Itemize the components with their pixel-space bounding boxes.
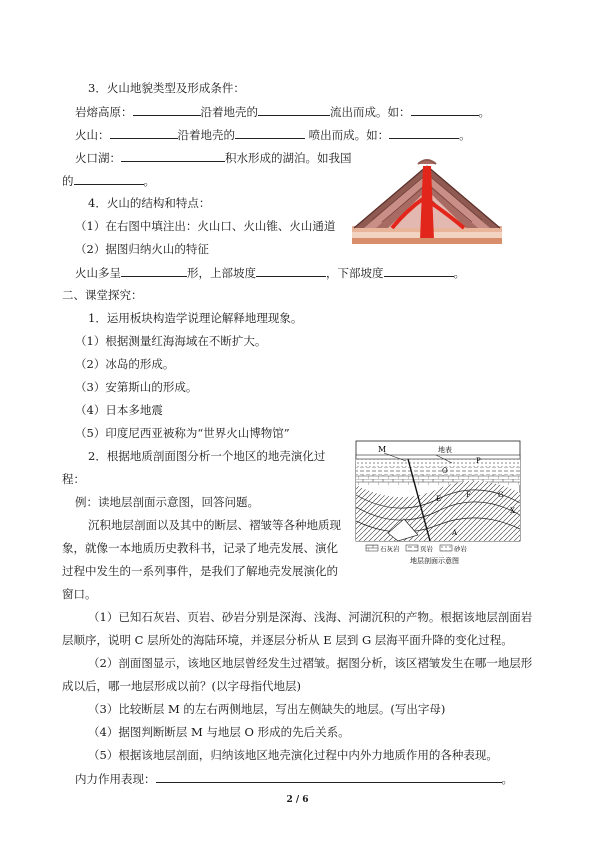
figure-label: P [476,457,481,465]
blank[interactable] [384,265,454,277]
figure-label: M [378,445,387,454]
figure-label: O [442,467,448,475]
crater-lake-label: 火口湖： [75,151,121,165]
q2-sub1: （1）已知石灰岩、页岩、砂岩分别是深海、浅海、河湖沉积的产物。根据该地层剖面岩 [88,610,533,624]
volcano-cross-section-figure [352,158,502,244]
q1-item: （4）日本多地震 [75,403,163,417]
inner-force-line [75,771,513,786]
q2-title: 2．根据地质剖面图分析一个地区的地壳演化过 [88,449,326,463]
blank[interactable] [74,173,144,185]
section4-item2: （2）据图归纳火山的特征 [75,242,209,256]
q1-item: （5）印度尼西亚被称为“世界火山博物馆” [75,426,290,440]
q2-paragraph-line: 窗口。 [62,587,97,601]
volcano-line [75,127,471,142]
inner-force-text: 。 [501,772,513,786]
blank[interactable] [411,104,479,116]
q2-title-cont: 程： [62,472,85,486]
plateau-text: 流出而成。如： [330,105,411,119]
blank[interactable] [110,127,178,139]
q2-sub5: （5）根据该地层剖面，归纳该地区地壳演化过程中内外力地质作用的各种表现。 [88,748,498,762]
q2-sub3: （3）比较断层 M 的左右两侧地层，写出左侧缺失的地层。(写出字母) [88,702,446,716]
blank[interactable] [156,771,502,783]
legend-limestone: 石灰岩 [380,545,400,553]
part2-title: 二、课堂探究： [62,288,143,302]
inner-force-label: 内力作用表现： [75,772,156,786]
plateau-label: 岩熔高原： [75,105,133,119]
figure-label: 地表 [438,446,452,454]
blank[interactable] [256,265,326,277]
crater-lake-text: 。 [143,174,155,188]
figure-label: E [436,495,442,503]
blank[interactable] [121,150,225,162]
figure-label: G [498,491,504,499]
q2-example: 例：读地层剖面示意图，回答问题。 [75,495,259,509]
section4-title: 4．火山的结构和特点： [88,196,211,210]
q2-sub2-cont: 成以后，哪一地层形成以前？(以字母指代地层) [62,679,301,693]
shape-text: ，下部坡度 [326,266,384,280]
legend-shale: 页岩 [420,545,433,553]
q2-sub4: （4）据图判断断层 M 与地层 O 形成的先后关系。 [88,725,350,739]
volcano-text: 喷出而成。如： [305,128,390,142]
plateau-text: 沿着地壳的 [200,105,258,119]
q1-item: （2）冰岛的形成。 [75,357,175,371]
volcano-label: 火山： [75,128,110,142]
crater-lake-line [75,150,352,165]
volcano-text: 沿着地壳的 [177,128,235,142]
q2-sub2: （2）剖面图显示，该地区地层曾经发生过褶皱。据图分析，该区褶皱发生在哪一地层形 [88,656,533,670]
q1-title: 1．运用板块构造学说理论解释地理现象。 [88,311,303,325]
shape-text: 火山多呈 [75,266,121,280]
blank[interactable] [235,127,305,139]
page-number: 2 / 6 [286,795,309,805]
q2-sub1-cont: 层顺序，说明 C 层所处的海陆环境，并逐层分析从 E 层到 G 层海平面升降的变化过程。 [62,633,513,647]
section4-item1: （1）在右图中填注出：火山口、火山锥、火山通道 [75,219,336,233]
figure-label: X [510,507,515,515]
section3-title: 3．火山地貌类型及形成条件： [88,81,245,95]
blank[interactable] [258,104,330,116]
blank[interactable] [121,265,187,277]
q1-item: （1）根据测量红海海域在不断扩大。 [75,334,267,348]
figure-label: F [466,491,471,499]
shape-text: 。 [453,266,465,280]
blank[interactable] [389,127,459,139]
plateau-line [75,104,490,119]
legend-sandstone: 砂岩 [454,545,467,553]
crater-lake-cont [62,173,155,188]
blank[interactable] [133,104,201,116]
q1-item: （3）安第斯山的形成。 [75,380,198,394]
crater-lake-text: 的 [62,174,74,188]
figure-caption: 地层剖面示意图 [410,557,459,565]
volcano-shape-line [75,265,465,280]
geologic-section-figure [348,437,528,575]
plateau-text: 。 [478,105,490,119]
shape-text: 形，上部坡度 [187,266,256,280]
volcano-text: 。 [459,128,471,142]
q2-paragraph-line: 象，就像一本地质历史教科书，记录了地壳发展、演化 [62,541,338,555]
q2-paragraph-line: 过程中发生的一系列事件，是我们了解地壳发展演化的 [62,564,338,578]
q2-paragraph-line: 沉积地层剖面以及其中的断层、褶皱等各种地质现 [88,518,341,532]
figure-label: A [452,529,458,537]
crater-lake-text: 积水形成的湖泊。如我国 [225,151,352,165]
